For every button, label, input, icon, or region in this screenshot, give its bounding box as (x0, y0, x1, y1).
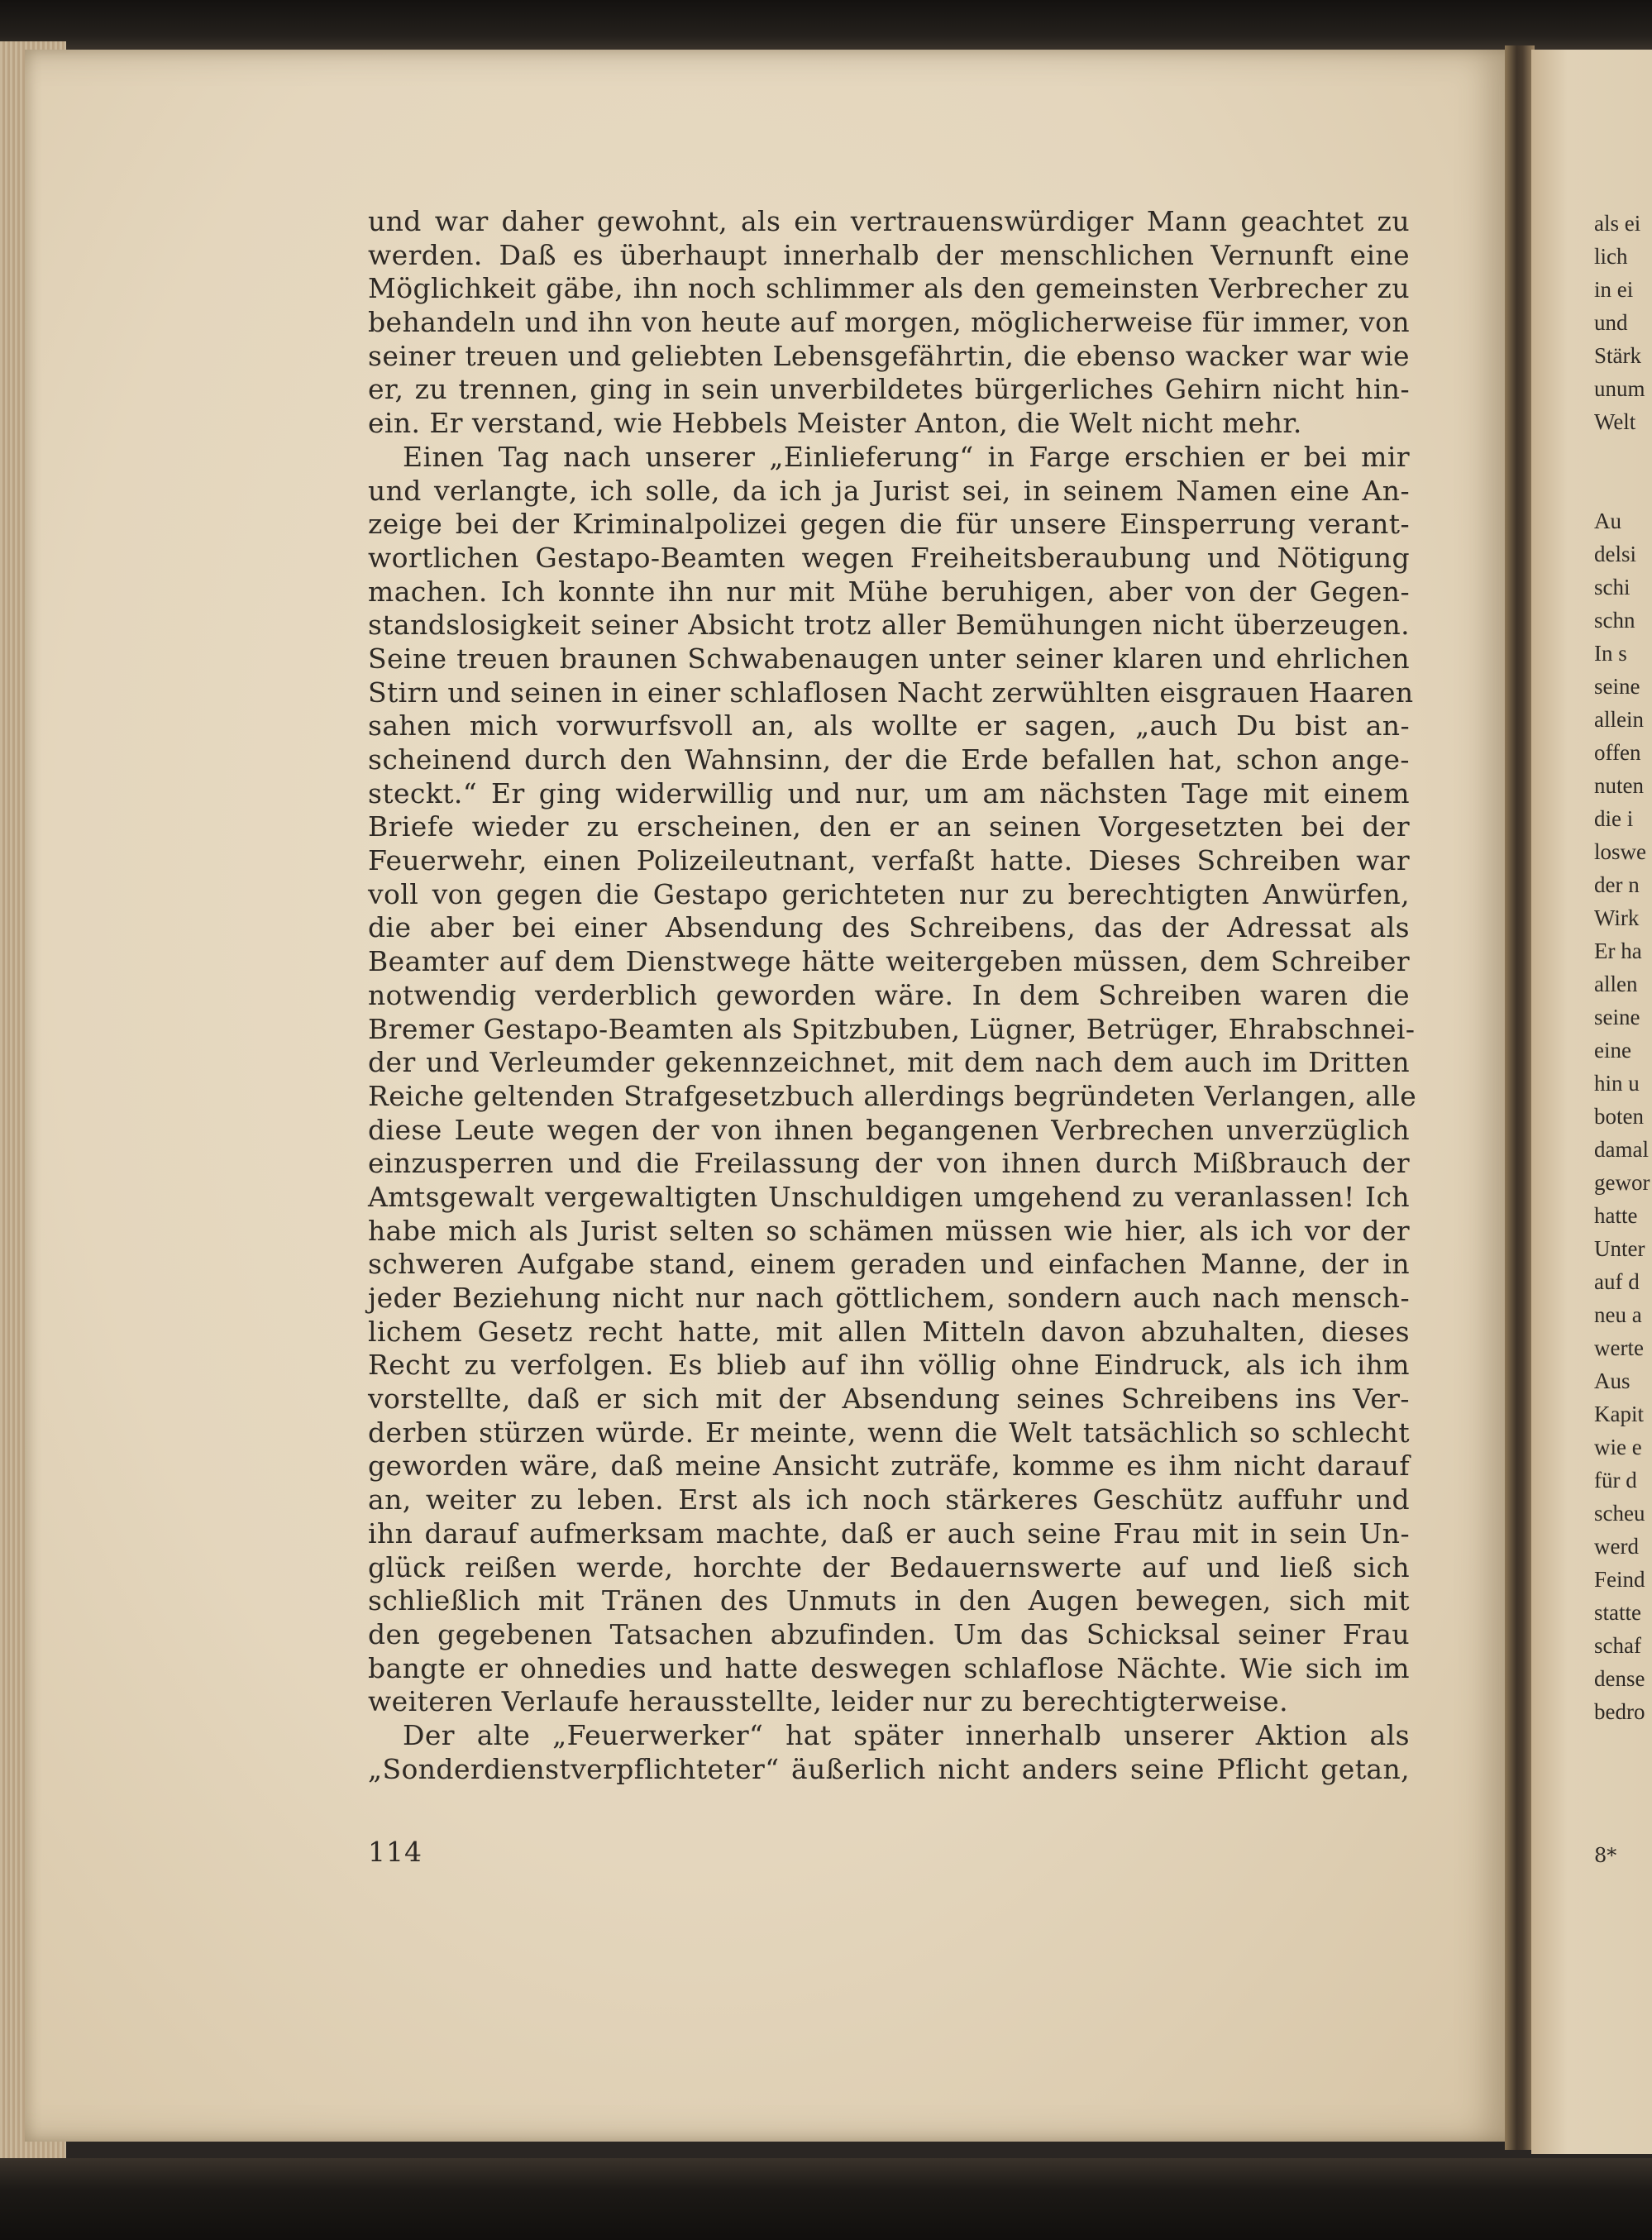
text-line: Feind (1594, 1567, 1645, 1592)
text-line: behandeln und ihn von heute auf morgen, möglicherweise für immer, von (368, 306, 1410, 339)
text-line: damal (1594, 1137, 1649, 1162)
text-line: der und Verleumder gekennzeichnet, mit dem nach dem auch im Dritten (368, 1046, 1410, 1079)
text-line: schweren Aufgabe stand, einem geraden und einfachen Manne, der in (368, 1248, 1410, 1281)
text-line: voll von gegen die Gestapo gerichteten nur zu berechtigten Anwürfen, (368, 877, 1410, 910)
text-line: Recht zu verfolgen. Es blieb auf ihn völlig ohne Eindruck, als ich ihm (368, 1349, 1410, 1382)
text-line: seiner treuen und geliebten Lebensgefährtin, die ebenso wacker war wie (368, 339, 1410, 372)
page-number: 114 (368, 1836, 423, 1868)
text-line: statte (1594, 1600, 1641, 1625)
text-line: weiteren Verlaufe herausstellte, leider nur zu berechtigterweise. (368, 1685, 1288, 1718)
text-line: Feuerwehr, einen Polizeileutnant, verfaßt hatte. Dieses Schreiben war (368, 844, 1410, 877)
text-line: bangte er ohnedies und hatte deswegen schlaflose Nächte. Wie sich im (368, 1651, 1410, 1684)
text-line: und war daher gewohnt, als ein vertrauenswürdiger Mann geachtet zu (368, 205, 1410, 237)
text-line: lich (1594, 244, 1628, 269)
text-line: boten (1594, 1104, 1644, 1129)
text-line: Amtsgewalt vergewaltigten Unschuldigen umgehend zu veranlassen! Ich (368, 1180, 1410, 1213)
text-line: nuten (1594, 773, 1644, 798)
left-page-text (368, 205, 1417, 1786)
text-line: werd (1594, 1534, 1639, 1559)
text-line: diese Leute wegen der von ihnen begangenen Verbrechen unverzüglich (368, 1113, 1410, 1146)
text-line: gewor (1594, 1170, 1650, 1195)
text-line: Der alte „Feuerwerker“ hat später innerhalb unserer Aktion als (403, 1718, 1410, 1751)
text-line: wie e (1594, 1435, 1642, 1459)
text-line: zeige bei der Kriminalpolizei gegen die für unsere Einsperrung verant- (368, 508, 1410, 541)
text-line: Möglichkeit gäbe, ihn noch schlimmer als den gemeinsten Verbrecher zu (368, 272, 1410, 305)
text-line: In s (1594, 641, 1627, 666)
text-line: Einen Tag nach unserer „Einlieferung“ in Farge erschien er bei mir (403, 440, 1410, 473)
text-line: für d (1594, 1468, 1637, 1493)
text-line (1594, 471, 1652, 504)
text-line: sahen mich vorwurfsvoll an, als wollte er sagen, „auch Du bist an- (368, 709, 1410, 743)
text-line: Briefe wieder zu erscheinen, den er an seinen Vorgesetzten bei der (368, 810, 1410, 843)
scanner-bottom-edge (0, 2158, 1652, 2240)
text-line: Wirk (1594, 905, 1640, 930)
text-line: eine (1594, 1038, 1631, 1063)
text-line: an, weiter zu leben. Erst als ich noch stärkeres Geschütz auffuhr und (368, 1483, 1410, 1516)
text-line: hin u (1594, 1071, 1640, 1096)
text-line: allein (1594, 707, 1644, 732)
text-line: schaf (1594, 1633, 1641, 1658)
text-line: vorstellte, daß er sich mit der Absendung seines Schreibens ins Ver- (368, 1383, 1410, 1416)
text-line: neu a (1594, 1302, 1642, 1327)
text-line: delsi (1594, 542, 1636, 566)
text-line: standslosigkeit seiner Absicht trotz aller Bemühungen nicht überzeugen. (368, 609, 1410, 642)
text-line: notwendig verderblich geworden wäre. In dem Schreiben waren die (368, 978, 1410, 1011)
text-line: loswe (1594, 839, 1646, 864)
text-line: „Sonderdienstverpflichteter“ äußerlich nicht anders seine Pflicht getan, (368, 1752, 1410, 1785)
text-line: den gegebenen Tatsachen abzufinden. Um das Schicksal seiner Frau (368, 1617, 1410, 1650)
text-line: geworden wäre, daß meine Ansicht zuträfe, komme es ihm nicht darauf (368, 1450, 1410, 1483)
text-line: Kapit (1594, 1402, 1644, 1426)
text-line (1594, 438, 1652, 471)
text-line: allen (1594, 972, 1638, 996)
right-page-text (1594, 207, 1652, 1728)
text-line: seine (1594, 1005, 1640, 1029)
text-line: unum (1594, 376, 1645, 401)
text-line: habe mich als Jurist selten so schämen müssen wie hier, als ich vor der (368, 1214, 1410, 1247)
text-line: der n (1594, 872, 1640, 897)
text-line: Aus (1594, 1368, 1631, 1393)
text-line: werte (1594, 1335, 1644, 1360)
text-line: schließlich mit Tränen des Unmuts in den Augen bewegen, sich mit (368, 1584, 1410, 1617)
text-line: Seine treuen braunen Schwabenaugen unter seiner klaren und ehrlichen (368, 642, 1410, 675)
text-line: seine (1594, 674, 1640, 699)
text-line: schn (1594, 608, 1635, 633)
text-line: bedro (1594, 1699, 1645, 1724)
text-line: dense (1594, 1666, 1645, 1691)
text-line: ein. Er verstand, wie Hebbels Meister Anton, die Welt nicht mehr. (368, 407, 1302, 440)
text-line: und (1594, 310, 1628, 335)
text-line: ihn darauf aufmerksam machte, daß er auch seine Frau mit in sein Un- (368, 1516, 1410, 1550)
text-line: steckt.“ Er ging widerwillig und nur, um am nächsten Tage mit einem (368, 776, 1410, 810)
text-line: die aber bei einer Absendung des Schreibens, das der Adressat als (368, 911, 1410, 944)
text-line: glück reißen werde, horchte der Bedauernswerte auf und ließ sich (368, 1550, 1410, 1583)
text-line: scheu (1594, 1501, 1645, 1526)
right-page-signature: 8* (1594, 1844, 1617, 1867)
text-line: Au (1594, 509, 1621, 533)
text-line: Stärk (1594, 343, 1641, 368)
text-line: in ei (1594, 277, 1634, 302)
text-line: einzusperren und die Freilassung der von ihnen durch Mißbrauch der (368, 1147, 1410, 1180)
text-line: scheinend durch den Wahnsinn, der die Erde befallen hat, schon ange- (368, 743, 1410, 776)
text-line: derben stürzen würde. Er meinte, wenn die Welt tatsächlich so schlecht (368, 1416, 1410, 1449)
text-line: machen. Ich konnte ihn nur mit Mühe beruhigen, aber von der Gegen- (368, 575, 1410, 608)
text-line: er, zu trennen, ging in sein unverbildetes bürgerliches Gehirn nicht hin- (368, 373, 1410, 406)
text-line: die i (1594, 806, 1634, 831)
text-line: hatte (1594, 1203, 1638, 1228)
text-line: Welt (1594, 409, 1636, 434)
book-gutter (1505, 45, 1535, 2150)
text-line: und verlangte, ich solle, da ich ja Jurist sei, in seinem Namen eine An- (368, 474, 1410, 507)
text-line: als ei (1594, 211, 1641, 236)
text-line: werden. Daß es überhaupt innerhalb der menschlichen Vernunft eine (368, 238, 1410, 271)
text-line: Reiche geltenden Strafgesetzbuch allerdings begründeten Verlangen, alle (368, 1079, 1417, 1112)
text-line: auf d (1594, 1269, 1640, 1294)
text-line: Stirn und seinen in einer schlaflosen Nacht zerwühlten eisgrauen Haaren (368, 676, 1414, 709)
text-line: schi (1594, 575, 1631, 599)
text-line: wortlichen Gestapo-Beamten wegen Freiheitsberaubung und Nötigung (368, 541, 1410, 574)
text-line: jeder Beziehung nicht nur nach göttlichem, sondern auch nach mensch- (368, 1282, 1410, 1314)
text-line: Bremer Gestapo-Beamten als Spitzbuben, Lügner, Betrüger, Ehrabschnei- (368, 1012, 1416, 1045)
text-line: Beamter auf dem Dienstwege hätte weitergeben müssen, dem Schreiber (368, 945, 1410, 978)
text-line: offen (1594, 740, 1641, 765)
scanner-top-edge (0, 0, 1652, 51)
text-line: lichem Gesetz recht hatte, mit allen Mitteln davon abzuhalten, dieses (368, 1315, 1410, 1348)
text-line: Unter (1594, 1236, 1645, 1261)
text-line: Er ha (1594, 939, 1642, 963)
